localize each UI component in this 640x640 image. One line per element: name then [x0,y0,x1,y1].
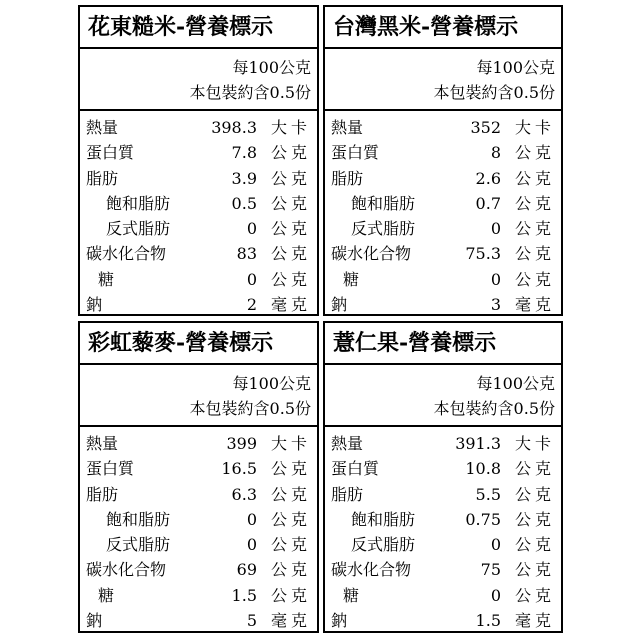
nutrient-unit: 大卡 [514,118,555,137]
nutrient-row-carbohydrate [325,241,561,266]
servings-per-package: 本包裝約含0.5份 [433,83,555,102]
nutrient-label: 飽和脂肪 [106,509,171,529]
nutrient-value: 352 [470,118,501,137]
nutrient-label: 碳水化合物 [86,560,167,580]
nutrient-row-protein [325,456,561,481]
nutrient-value: 8 [490,143,501,163]
nutrition-panel-job-tears [323,321,563,633]
nutrient-value: 69 [236,560,257,580]
nutrient-label: 鈉 [86,611,103,631]
nutrient-unit: 公克 [270,585,311,605]
nutrient-row-sugar [325,583,561,608]
panel-title: 薏仁果-營養標示 [325,323,561,365]
nutrient-row-sugar [325,267,561,292]
nutrient-value: 7.8 [231,143,257,163]
nutrient-label: 碳水化合物 [331,244,412,264]
nutrient-label: 脂肪 [331,484,364,504]
nutrient-unit: 公克 [270,193,311,213]
nutrient-unit: 公克 [514,219,555,239]
nutrient-value: 75 [480,560,501,580]
per-amount: 每100公克 [232,374,311,393]
nutrient-unit: 公克 [514,244,555,264]
nutrient-label: 反式脂肪 [106,535,171,555]
nutrient-row-trans-fat [80,216,317,241]
nutrient-value: 3.9 [231,168,257,188]
nutrient-table [80,115,317,317]
nutrient-value: 5.5 [475,484,501,504]
nutrient-unit: 公克 [514,535,555,555]
serving-info [325,49,561,111]
nutrient-value: 5 [246,611,257,631]
nutrient-label: 蛋白質 [86,143,135,163]
nutrient-label: 糖 [98,585,115,605]
nutrient-unit: 公克 [514,509,555,529]
nutrient-row-fat [325,482,561,507]
nutrient-table [325,431,561,633]
per-amount: 每100公克 [476,374,555,393]
nutrient-unit: 公克 [270,168,311,188]
serving-info [80,49,317,111]
nutrient-unit: 毫克 [514,295,555,315]
nutrient-unit: 公克 [270,143,311,163]
nutrition-panel-rainbow-quinoa [78,321,319,633]
nutrient-unit: 毫克 [270,295,311,315]
nutrient-row-saturated-fat [80,191,317,216]
nutrient-row-protein [80,140,317,165]
nutrient-row-trans-fat [325,532,561,557]
nutrient-unit: 公克 [514,168,555,188]
nutrient-row-sodium [325,608,561,633]
nutrient-label: 飽和脂肪 [106,193,171,213]
nutrient-label: 糖 [98,269,115,289]
panel-title: 彩虹藜麥-營養標示 [80,323,317,365]
nutrient-unit: 公克 [514,193,555,213]
nutrient-label: 鈉 [331,611,348,631]
servings-per-package: 本包裝約含0.5份 [189,83,311,102]
nutrient-unit: 毫克 [514,611,555,631]
nutrient-value: 2.6 [475,168,501,188]
nutrient-row-sodium [325,292,561,317]
nutrient-unit: 公克 [514,143,555,163]
nutrient-value: 10.8 [465,459,501,479]
per-amount: 每100公克 [232,58,311,77]
nutrient-unit: 公克 [514,585,555,605]
nutrient-row-saturated-fat [325,507,561,532]
nutrient-value: 0 [490,219,501,239]
nutrient-value: 0 [246,219,257,239]
nutrient-label: 熱量 [331,118,364,137]
nutrient-row-sodium [80,608,317,633]
nutrient-row-protein [325,140,561,165]
nutrient-label: 反式脂肪 [106,219,171,239]
nutrient-label: 糖 [343,269,360,289]
nutrient-unit: 公克 [514,484,555,504]
nutrient-unit: 毫克 [270,611,311,631]
nutrient-value: 83 [236,244,257,264]
panel-title: 台灣黑米-營養標示 [325,7,561,49]
nutrient-label: 熱量 [86,118,119,137]
nutrient-row-sugar [80,583,317,608]
nutrient-row-carbohydrate [80,241,317,266]
nutrient-label: 鈉 [331,295,348,315]
nutrient-value: 75.3 [465,244,501,264]
nutrient-row-energy [80,115,317,140]
nutrient-row-saturated-fat [325,191,561,216]
nutrient-label: 脂肪 [86,484,119,504]
nutrient-label: 熱量 [86,434,119,453]
nutrient-unit: 大卡 [270,118,311,137]
nutrient-table [80,431,317,633]
nutrient-unit: 公克 [514,459,555,479]
nutrient-unit: 公克 [270,535,311,555]
nutrient-unit: 大卡 [270,434,311,453]
nutrient-value: 6.3 [231,484,257,504]
per-amount: 每100公克 [476,58,555,77]
nutrient-label: 熱量 [331,434,364,453]
nutrient-label: 蛋白質 [331,143,380,163]
panel-title: 花東糙米-營養標示 [80,7,317,49]
nutrient-label: 脂肪 [331,168,364,188]
nutrient-value: 0.7 [475,193,501,213]
nutrient-unit: 公克 [270,509,311,529]
nutrient-value: 0.75 [465,509,501,529]
servings-per-package: 本包裝約含0.5份 [433,399,555,418]
nutrient-row-trans-fat [80,532,317,557]
nutrient-value: 1.5 [475,611,501,631]
nutrient-row-protein [80,456,317,481]
nutrient-unit: 公克 [270,244,311,264]
nutrition-panel-brown-rice [78,5,319,316]
nutrient-value: 0 [490,269,501,289]
nutrient-table [325,115,561,317]
nutrient-unit: 公克 [270,560,311,580]
nutrient-value: 16.5 [221,459,257,479]
nutrient-value: 2 [246,295,257,315]
nutrient-value: 1.5 [231,585,257,605]
nutrient-unit: 大卡 [514,434,555,453]
nutrient-label: 脂肪 [86,168,119,188]
nutrient-unit: 公克 [514,560,555,580]
nutrient-label: 糖 [343,585,360,605]
nutrient-label: 鈉 [86,295,103,315]
nutrient-row-sugar [80,267,317,292]
nutrient-value: 0 [246,269,257,289]
nutrient-value: 0 [490,585,501,605]
nutrient-value: 399 [226,434,257,453]
nutrient-label: 飽和脂肪 [351,193,416,213]
nutrient-unit: 公克 [514,269,555,289]
nutrient-value: 391.3 [455,434,501,453]
nutrient-label: 碳水化合物 [86,244,167,264]
nutrient-label: 碳水化合物 [331,560,412,580]
nutrient-unit: 公克 [270,484,311,504]
nutrient-row-fat [325,166,561,191]
nutrient-row-sodium [80,292,317,317]
nutrient-value: 0 [490,535,501,555]
nutrient-row-energy [80,431,317,456]
nutrient-value: 398.3 [211,118,257,137]
nutrient-row-saturated-fat [80,507,317,532]
nutrient-unit: 公克 [270,219,311,239]
serving-info [325,365,561,427]
servings-per-package: 本包裝約含0.5份 [189,399,311,418]
nutrient-row-fat [80,482,317,507]
nutrient-unit: 公克 [270,269,311,289]
nutrition-panel-black-rice [323,5,563,316]
nutrient-label: 飽和脂肪 [351,509,416,529]
nutrient-row-fat [80,166,317,191]
nutrient-label: 反式脂肪 [351,219,416,239]
nutrient-value: 0.5 [231,193,257,213]
nutrient-row-trans-fat [325,216,561,241]
serving-info [80,365,317,427]
nutrient-row-carbohydrate [80,557,317,582]
nutrient-unit: 公克 [270,459,311,479]
nutrient-row-energy [325,115,561,140]
nutrient-row-carbohydrate [325,557,561,582]
nutrient-label: 反式脂肪 [351,535,416,555]
nutrient-row-energy [325,431,561,456]
nutrient-label: 蛋白質 [331,459,380,479]
nutrient-value: 3 [490,295,501,315]
nutrient-value: 0 [246,535,257,555]
nutrient-label: 蛋白質 [86,459,135,479]
nutrient-value: 0 [246,509,257,529]
